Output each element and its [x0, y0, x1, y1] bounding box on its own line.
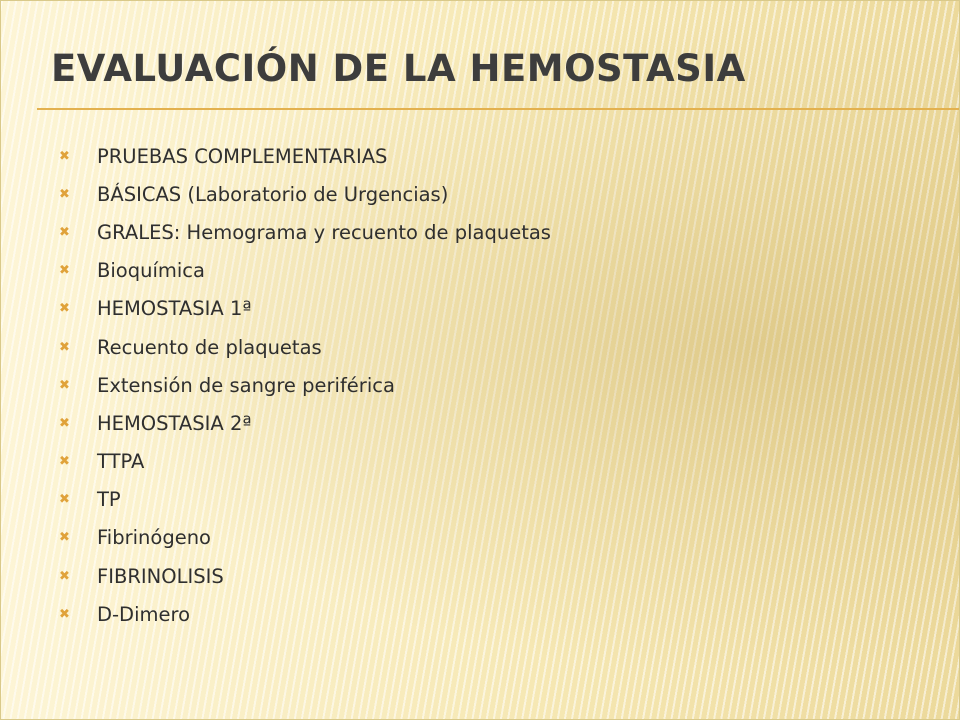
x-mark-icon: ✖ — [59, 530, 70, 546]
x-mark-icon: ✖ — [59, 263, 70, 279]
title-divider — [37, 108, 959, 110]
x-mark-icon: ✖ — [59, 492, 70, 508]
list-item — [59, 557, 551, 595]
list-item — [59, 175, 551, 213]
bullet-text: Fibrinógeno — [97, 526, 211, 550]
list-item — [59, 252, 551, 290]
list-item — [59, 290, 551, 328]
bullet-text: Extensión de sangre periférica — [97, 373, 395, 397]
x-mark-icon: ✖ — [59, 606, 70, 622]
x-mark-icon: ✖ — [59, 301, 70, 317]
list-item — [59, 328, 551, 366]
bullet-text: Bioquímica — [97, 259, 205, 283]
bullet-text: TP — [97, 488, 121, 512]
x-mark-icon: ✖ — [59, 339, 70, 355]
bullet-text: HEMOSTASIA 1ª — [97, 297, 252, 321]
list-item — [59, 213, 551, 251]
list-item — [59, 366, 551, 404]
x-mark-icon: ✖ — [59, 454, 70, 470]
list-item — [59, 595, 551, 633]
bullet-text: HEMOSTASIA 2ª — [97, 411, 252, 435]
bullet-text: D-Dimero — [97, 602, 190, 626]
x-mark-icon: ✖ — [59, 224, 70, 240]
x-mark-icon: ✖ — [59, 377, 70, 393]
x-mark-icon: ✖ — [59, 186, 70, 202]
bullet-text: BÁSICAS (Laboratorio de Urgencias) — [97, 182, 449, 206]
list-item — [59, 443, 551, 481]
x-mark-icon: ✖ — [59, 415, 70, 431]
bullet-text: TTPA — [97, 450, 145, 474]
bullet-text: FIBRINOLISIS — [97, 564, 224, 588]
list-item — [59, 137, 551, 175]
x-mark-icon: ✖ — [59, 148, 70, 164]
list-item — [59, 481, 551, 519]
bullet-list — [59, 137, 551, 633]
x-mark-icon: ✖ — [59, 568, 70, 584]
list-item — [59, 519, 551, 557]
bullet-text: GRALES: Hemograma y recuento de plaquetas — [97, 220, 551, 244]
bullet-text: Recuento de plaquetas — [97, 335, 322, 359]
list-item — [59, 404, 551, 442]
bullet-text: PRUEBAS COMPLEMENTARIAS — [97, 144, 388, 168]
slide-title: EVALUACIÓN DE LA HEMOSTASIA — [51, 47, 746, 90]
